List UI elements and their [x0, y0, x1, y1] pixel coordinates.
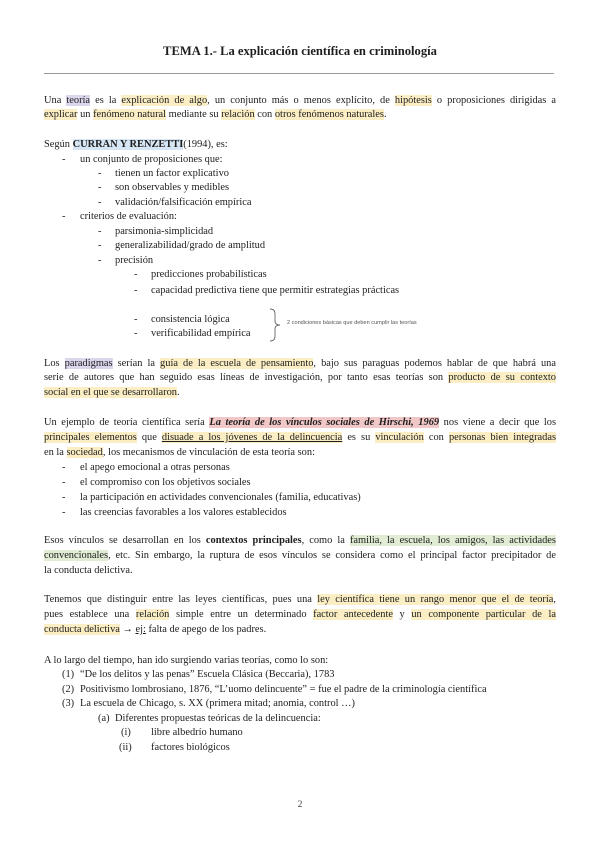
theory-marker-3: (3)	[62, 698, 75, 709]
bullet-dash: -	[134, 328, 138, 339]
bond-item-1: el apego emocional a otras personas	[80, 462, 230, 473]
page-number: 2	[297, 799, 303, 810]
bullet-dash: -	[62, 477, 66, 488]
p4-line-2: convencionales, etc. Sin embargo, la ruptura de esos vínculos se considera como el principal factor precipitador de	[44, 550, 556, 561]
p6-intro: A lo largo del tiempo, han ido surgiendo varias teorías, como lo son:	[44, 655, 329, 666]
curran-item-7: generalizabilidad/grado de amplitud	[115, 240, 266, 251]
bullet-dash: -	[62, 507, 66, 518]
theory-item-1: “De los delitos y las penas” Escuela Clásica (Beccaria), 1783	[80, 669, 335, 680]
bullet-dash: -	[98, 197, 102, 208]
bullet-dash: -	[134, 314, 138, 325]
theory-marker-1: (1)	[62, 669, 75, 680]
p1-line-1: Una teoría es la explicación de algo, un conjunto más o menos explícito, de hipótesis o proposiciones dirigidas a	[44, 95, 557, 106]
bond-item-3: la participación en actividades convencionales (familia, educativas)	[80, 492, 361, 503]
arrow-right-icon: →	[119, 624, 136, 635]
theory-subitem-ii: factores biológicos	[151, 742, 230, 753]
bullet-dash: -	[134, 285, 138, 296]
curran-item-4: validación/falsificación empírica	[115, 197, 252, 208]
curran-item-11: consistencia lógica	[151, 314, 230, 325]
p3-line-3: en la sociedad, los mecanismos de vinculación de esta teoría son:	[44, 447, 315, 458]
curran-item-9: predicciones probabilísticas	[151, 269, 267, 280]
theory-marker-ii: (ii)	[119, 742, 132, 753]
theory-item-2: Positivismo lombrosiano, 1876, “L’uomo delincuente” = fue el padre de la criminología científica	[80, 684, 487, 695]
curly-brace-icon	[268, 308, 282, 342]
p3-line-1: Un ejemplo de teoría científica sería La teoría de los vínculos sociales de Hirschi, 1969 nos viene a decir que los	[44, 417, 557, 428]
bullet-dash: -	[62, 211, 66, 222]
p2-line-2: serie de autores que han seguido esas líneas de investigación, por tanto esas teorías son producto de su contexto	[44, 372, 556, 383]
curran-item-1: un conjunto de proposiciones que:	[80, 154, 223, 165]
curran-item-10: capacidad predictiva tiene que permitir estrategias prácticas	[151, 285, 400, 296]
theory-subitem-a: Diferentes propuestas teóricas de la delincuencia:	[115, 713, 321, 724]
p2-line-3: social en el que se desarrollaron.	[44, 387, 180, 398]
curran-intro: Según CURRAN Y RENZETTI(1994), es:	[44, 139, 228, 150]
theory-item-3: La escuela de Chicago, s. XX (primera mitad; anomia, control …)	[80, 698, 355, 709]
bullet-dash: -	[98, 240, 102, 251]
curran-item-8: precisión	[115, 255, 154, 266]
theory-subitem-i: libre albedrío humano	[151, 727, 243, 738]
bullet-dash: -	[98, 182, 102, 193]
bullet-dash: -	[62, 462, 66, 473]
p3-line-2: principales elementos que disuade a los jóvenes de la delincuencia es su vinculación con personas bien integradas	[44, 432, 556, 443]
bullet-dash: -	[98, 168, 102, 179]
theory-marker-2: (2)	[62, 684, 75, 695]
brace-note: 2 condiciones básicas que deben cumplir las teorías	[287, 320, 417, 326]
p5-line-1: Tenemos que distinguir entre las leyes científicas, pues una ley científica tiene un rango menor que el de teoría,	[44, 594, 556, 605]
bullet-dash: -	[62, 492, 66, 503]
curran-item-2: tienen un factor explicativo	[115, 168, 229, 179]
p4-line-1: Esos vínculos se desarrollan en los contextos principales, como la familia, la escuela, los amigos, las actividades	[44, 535, 556, 546]
bullet-dash: -	[62, 154, 66, 165]
p5-line-2: pues establece una relación simple entre un determinado factor antecedente y un componente particular de la	[44, 609, 556, 620]
curran-item-5: criterios de evaluación:	[80, 211, 177, 222]
curran-item-12: verificabilidad empírica	[151, 328, 251, 339]
theory-marker-a: (a)	[98, 713, 110, 724]
p4-line-3: la conducta delictiva.	[44, 565, 133, 576]
curran-item-6: parsimonia-simplicidad	[115, 226, 214, 237]
p5-line-3: conducta delictiva → ej: falta de apego de los padres.	[44, 624, 267, 635]
bullet-dash: -	[134, 269, 138, 280]
p2-line-1: Los paradigmas serían la guía de la escuela de pensamiento, bajo sus paraguas podemos hablar de que habrá una	[44, 358, 556, 369]
p1-line-2: explicar un fenómeno natural mediante su relación con otros fenómenos naturales.	[44, 109, 387, 120]
curran-item-3: son observables y medibles	[115, 182, 229, 193]
bullet-dash: -	[98, 226, 102, 237]
bullet-dash: -	[98, 255, 102, 266]
title-divider	[44, 73, 554, 74]
bond-item-4: las creencias favorables a los valores establecidos	[80, 507, 287, 518]
bond-item-2: el compromiso con los objetivos sociales	[80, 477, 251, 488]
theory-marker-i: (i)	[121, 727, 131, 738]
page-title: TEMA 1.- La explicación científica en criminología	[163, 44, 437, 58]
